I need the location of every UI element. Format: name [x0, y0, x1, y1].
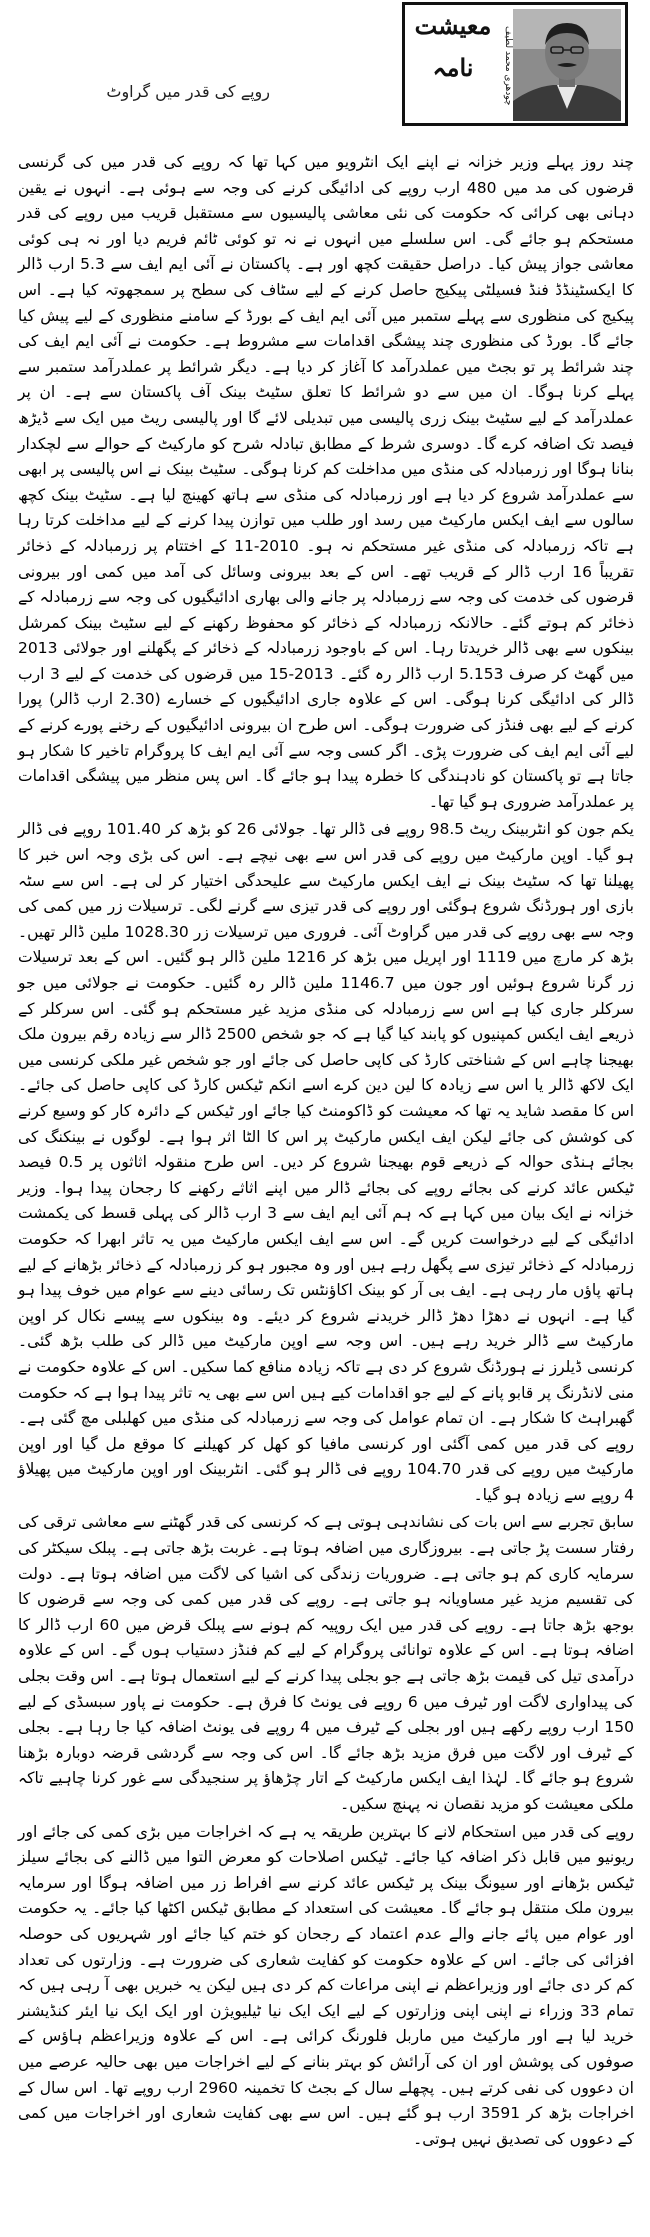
paragraph-1: چند روز پہلے وزیر خزانہ نے اپنے ایک انٹرویو میں کہا تھا کہ روپے کی قدر میں کی گرنسی قرضوں کی مد میں 480 ارب روپے کی ادائیگی کرنے کی وجہ سے ہوئی ہے۔ انہوں نے یقین دہانی بھی کرائی کہ حکومت کی نئی معاشی پالیسیوں سے مستقبل قریب میں روپے کی قدر مستحکم ہو جائے گی۔ اس سلسلے میں انہوں نے نہ تو کوئی ٹائم فریم دیا اور نہ ہی کوئی معاشی جواز پیش کیا۔ دراصل حقیقت کچھ اور ہے۔ پاکستان نے آئی ایم ایف سے 5.3 ارب ڈالر کا ایکسٹینڈڈ فنڈ فسیلٹی پیکیج حاصل کرنے کے لیے سٹاف کی سطح پر سمجھوتہ کیا ہے۔ اس پیکیج کی منظوری سے پہلے ستمبر میں آئی ایم ایف کے بورڈ کے سامنے منظوری کے لیے پیش کیا جائے گا۔ بورڈ کی منظوری چند پیشگی اقدامات سے مشروط ہے۔ حکومت نے آئی ایم ایف کی چند شرائط پر تو بجٹ میں عملدرآمد کا آغاز کر دیا ہے۔ دیگر شرائط پر عملدرآمد ستمبر سے پہلے کرنا ہوگا۔ ان میں سے دو شرائط کا تعلق سٹیٹ بینک آف پاکستان سے ہے۔ ان پر عملدرآمد کے لیے سٹیٹ بینک زری پالیسی میں تبدیلی لائے گا اور پالیسی ریٹ میں ایک سے ڈیڑھ فیصد تک اضافہ کرے گا۔ دوسری شرط کے مطابق تبادلہ شرح کو مارکیٹ کے حوالے سے لچکدار بنانا ہوگا اور زرمبادلہ کی منڈی میں مداخلت کم کرنا ہوگی۔ سٹیٹ بینک نے اس پالیسی پر ابھی سے عملدرآمد شروع کر دیا ہے اور زرمبادلہ کی منڈی سے ہاتھ کھینچ لیا ہے۔ سٹیٹ بینک کچھ سالوں سے ایف ایکس مارکیٹ میں رسد اور طلب میں توازن پیدا کرنے کے لیے مداخلت کرتا رہا ہے تاکہ زرمبادلہ کی منڈی غیر مستحکم نہ ہو۔ 2010-11 کے اختتام پر زرمبادلہ کے ذخائر تقریباً 16 ارب ڈالر کے قریب تھے۔ اس کے بعد بیرونی وسائل کی آمد میں کمی اور بیرونی قرضوں کی خدمت کی وجہ سے زرمبادلہ پر جانے والی بھاری ادائیگیوں کی وجہ سے زرمبادلہ کے ذخائر کم ہوتے گئے۔ حالانکہ زرمبادلہ کے ذخائر کو محفوظ رکھنے کے لیے سٹیٹ بینک کمرشل بینکوں سے بھی ڈالر خریدتا رہا۔ اس کے باوجود زرمبادلہ کے ذخائر کے پگھلنے اور جولائی 2013 میں گھٹ کر صرف 5.153 ارب ڈالر رہ گئے۔ 2013-15 میں قرضوں کی خدمت کے لیے 3 ارب ڈالر کی ادائیگی کرنا ہوگی۔ اس کے علاوہ جاری ادائیگیوں کے خسارے (2.30 ارب ڈالر) پورا کرنے کے لیے بھی فنڈز کی ضرورت ہوگی۔ اس طرح ان بیرونی ادائیگیوں کے رخنے پورے کرنے کے لیے آئی ایم ایف کی ضرورت پڑی۔ اگر کسی وجہ سے آئی ایم ایف کا پروگرام تاخیر کا شکار ہو جاتا ہے تو پاکستان کو نادہندگی کا خطرہ پیدا ہو جائے گا۔ اس پس منظر میں پیشگی اقدامات پر عملدرآمد ضروری ہو گیا تھا۔ [18, 153, 635, 811]
paragraph-4: روپے کی قدر میں استحکام لانے کا بہترین طریقہ یہ ہے کہ اخراجات میں بڑی کمی کی جائے اور ریونیو میں قابل ذکر اضافہ کیا جائے۔ ٹیکس اصلاحات کو معرض التوا میں ڈالنے کی بجائے سیلز ٹیکس بڑھانے اور سیونگ بینک پر ٹیکس عائد کرنے سے افراط زر میں اضافہ ہوگا اور سرمایہ بیرون ملک منتقل ہو جائے گا۔ معیشت کی استعداد کے مطابق ٹیکس اکٹھا کیا جائے۔ یہ حکومت اور عوام میں پائے جانے والے عدم اعتماد کے رجحان کو ختم کیا جائے اور شہریوں کی حوصلہ افزائی کی جائے۔ اس کے علاوہ حکومت کو کفایت شعاری کی ضرورت ہے۔ وزارتوں کی تعداد کم کر دی جائے اور وزیراعظم نے اپنی مراعات کم کر دی ہیں لیکن یہ خبریں بھی آ رہی ہیں کہ تمام 33 وزراء نے اپنی اپنی وزارتوں کے لیے ایک ایک نیا ٹیلیویژن اور ایک ایک نیا ایئر کنڈیشنر خرید لیا ہے اور مارکیٹ میں ماربل فلورنگ کرائی ہے۔ اس کے علاوہ وزیراعظم ہاؤس کے صوفوں کی پوشش اور ان کی آرائش کو بہتر بنانے کے لیے اخراجات میں بھی حالیہ عرصے میں ان دعووں کی نفی کرتے ہیں۔ پچھلے سال کے بجٹ کا تخمینہ 2960 ارب روپے تھا۔ اس سال کے اخراجات بڑھ کر 3591 ارب ہو گئے ہیں۔ اس سے بھی کفایت شعاری اور اخراجات میں کمی کے دعووں کی تصدیق نہیں ہوتی۔ [18, 1822, 635, 2148]
logo-word-2: نامہ [432, 53, 474, 82]
paragraph-3: سابق تجربے سے اس بات کی نشاندہی ہوتی ہے کہ کرنسی کی قدر گھٹنے سے معاشی ترقی کی رفتار سست پڑ جاتی ہے۔ بیروزگاری میں اضافہ ہوتا ہے۔ غربت بڑھ جاتی ہے۔ پبلک سیکٹر کی سرمایہ کاری کم ہو جاتی ہے۔ ضروریات زندگی کی اشیا کی لاگت میں اضافہ ہوتا ہے۔ دولت کی تقسیم مزید غیر مساویانہ ہو جاتی ہے۔ روپے کی قدر میں کمی کی وجہ سے قرضوں کا بوجھ بڑھ جاتا ہے۔ روپے کی قدر میں ایک روپیہ کم ہونے سے پبلک قرض میں 60 ارب ڈالر کا اضافہ ہوتا ہے۔ اس کے علاوہ توانائی پروگرام کے لیے کم فنڈز دستیاب ہوں گے۔ اس کے علاوہ درآمدی تیل کی قیمت بڑھ جاتی ہے جو بجلی پیدا کرنے کے لیے استعمال ہوتا ہے۔ اس وقت بجلی کی پیداواری لاگت اور ٹیرف میں 6 روپے فی یونٹ کا فرق ہے۔ حکومت نے پاور سبسڈی کے لیے 150 ارب روپے رکھے ہیں اور بجلی کے ٹیرف میں 4 روپے فی یونٹ اضافہ کیا جا رہا ہے۔ بجلی کے ٹیرف اور لاگت میں فرق مزید بڑھ جائے گا۔ اس کی وجہ سے گردشی قرضہ دوبارہ بڑھنا شروع ہو جائے گا۔ لہٰذا ایف ایکس مارکیٹ کے اتار چڑھاؤ پر سنجیدگی سے غور کرنا چاہیے تاکہ ملکی معیشت کو مزید نقصان نہ پہنچ سکیں۔ [18, 1513, 635, 1813]
column-logo [402, 2, 628, 126]
article-body [18, 150, 634, 2230]
author-portrait-icon [513, 9, 621, 121]
paragraph-2: یکم جون کو انٹربینک ریٹ 98.5 روپے فی ڈالر تھا۔ جولائی 26 کو بڑھ کر 101.40 روپے فی ڈالر ہو گیا۔ اوپن مارکیٹ میں روپے کی قدر اس سے بھی نیچے ہے۔ اس کی بڑی وجہ اس خبر کا پھیلنا تھا کہ سٹیٹ بینک نے ایف ایکس مارکیٹ سے علیحدگی اختیار کر لی ہے۔ اس سے سٹہ بازی اور ہورڈنگ شروع ہوگئی اور روپے کی قدر تیزی سے گرنے لگی۔ ترسیلات زر میں کمی کی وجہ سے بھی روپے کی قدر میں گراوٹ آئی۔ فروری میں ترسیلات زر 1028.30 ملین ڈالر تھیں۔ بڑھ کر مارچ میں 1119 اور اپریل میں بڑھ کر 1216 ملین ڈالر ہو گئیں۔ اس کے بعد ترسیلات زر گرنا شروع ہوئیں اور جون میں 1146.7 ملین ڈالر رہ گئیں۔ حکومت نے جولائی میں جو سرکلر جاری کیا ہے اس سے زرمبادلہ کی منڈی مزید غیر مستحکم ہو گئی۔ اس سرکلر کے ذریعے ایف ایکس کمپنیوں کو پابند کیا گیا ہے کہ جو شخص 2500 ڈالر سے زیادہ رقم بیرون ملک بھیجنا چاہے اس کے شناختی کارڈ کی کاپی حاصل کی جائے اور جو شخص غیر ملکی کرنسی میں ایک لاکھ ڈالر یا اس سے زیادہ کا لین دین کرے اسے انکم ٹیکس کارڈ کی کاپی حاصل کی جائے۔ اس کا مقصد شاید یہ تھا کہ معیشت کو ڈاکومنٹ کیا جائے اور ٹیکس کے دائرہ کار کو وسیع کرنے کی کوشش کی جائے لیکن ایف ایکس مارکیٹ پر اس کا الٹا اثر ہوا ہے۔ لوگوں نے بینکنگ کی بجائے ہنڈی حوالہ کے ذریعے قوم بھیجنا شروع کر دیں۔ اس طرح منقولہ اثاثوں پر 0.5 فیصد ٹیکس عائد کرنے کی بجائے روپے کی بجائے ڈالر میں اپنے اثاثے رکھنے کا رجحان پیدا ہوا۔ وزیر خزانہ نے ایک بیان میں کہا ہے کہ ہم آئی ایم ایف سے 3 ارب ڈالر کی پہلی قسط کی یکمشت ادائیگی کے لیے درخواست کریں گے۔ اس سے ایف ایکس مارکیٹ میں یہ تاثر ابھرا کہ حکومت زرمبادلہ کے ذخائر تیزی سے پگھل رہے ہیں اور وہ مجبور ہو کر زرمبادلہ کے ذخائر بڑھانے کے لیے ہاتھ پاؤں مار رہی ہے۔ ایف بی آر کو بینک اکاؤنٹس تک رسائی دینے سے عوام میں خوف پیدا ہو گیا ہے۔ انہوں نے دھڑا دھڑ ڈالر خریدنے شروع کر دیئے۔ وہ بینکوں سے پیسے نکال کر اوپن مارکیٹ سے ڈالر خرید رہے ہیں۔ اس وجہ سے اوپن مارکیٹ میں ڈالر کی طلب بڑھ گئی۔ کرنسی ڈیلرز نے ہورڈنگ شروع کر دی ہے تاکہ زیادہ منافع کما سکیں۔ اس کے علاوہ حکومت نے منی لانڈرنگ پر قابو پانے کے لیے جو اقدامات کیے ہیں اس سے بھی یہ تاثر پیدا ہوا ہے کہ حکومت گھبراہٹ کا شکار ہے۔ ان تمام عوامل کی وجہ سے زرمبادلہ کی منڈی میں کھلبلی مچ گئی ہے۔ روپے کی قدر میں کمی آگئی اور کرنسی مافیا کو کھل کر کھیلنے کا موقع مل گیا اور اوپن مارکیٹ میں روپے کی قدر 104.70 روپے فی ڈالر ہو گئی۔ انٹربینک اور اوپن مارکیٹ میں پھیلاؤ 4 روپے سے زیادہ ہو گیا۔ [18, 820, 635, 1504]
logo-word-1: معیشت [414, 11, 492, 40]
author-photo [513, 9, 621, 121]
column-header [0, 0, 650, 150]
article-title: روپے کی قدر میں گراوٹ [106, 82, 270, 101]
author-byline: چودھری محمد لطیف [503, 26, 513, 106]
